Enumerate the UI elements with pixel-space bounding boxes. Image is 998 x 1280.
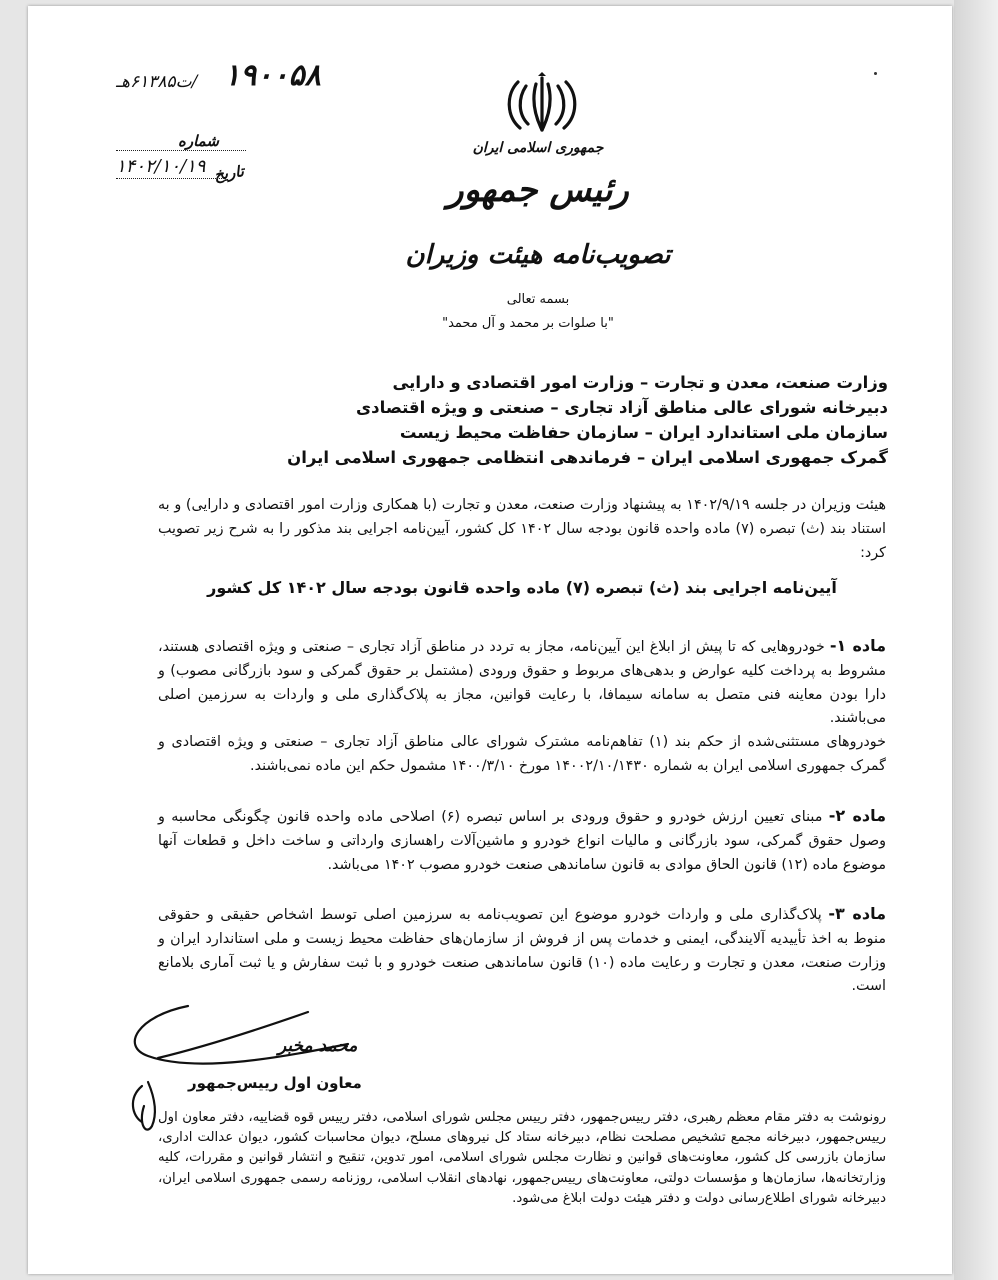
article-label: ماده ۲- [828,806,887,825]
salawat: "با صلوات بر محمد و آل محمد" [442,316,614,331]
decree-page [28,6,952,1274]
number-label: شماره [178,132,219,150]
country-name: جمهوری اسلامی ایران [472,140,604,156]
scan-dot [874,72,877,75]
recipient-line: دبیرخانه شورای عالی مناطق آزاد تجاری – صنعتی و ویژه اقتصادی [356,398,888,417]
copies-paragraph [158,1108,886,1209]
date-value: ۱۴۰۲/۱۰/۱۹ [116,156,206,177]
article-text: مبنای تعیین ارزش خودرو و حقوق ورودی بر اساس تبصره (۶) اصلاحی ماده واحده قانون چگونگی محاسبه و وصول حقوق گمرکی، سود بازرگانی و مالیات انواع خودرو و ماشین‌آلات راهسازی وارداتی و ساخت داخل و قطعات آنها موضوع ماده (۱۲) قانون الحاق موادی به قانون ساماندهی صنعت خودرو مصوب ۱۴۰۲ می‌باشد. [158,809,886,873]
recipient-line: گمرک جمهوری اسلامی ایران – فرماندهی انتظامی جمهوری اسلامی ایران [287,448,888,467]
regulation-title: آیین‌نامه اجرایی بند (ث) تبصره (۷) ماده واحده قانون بودجه سال ۱۴۰۲ کل کشور [207,578,837,597]
intro-paragraph: هیئت وزیران در جلسه ۱۴۰۲/۹/۱۹ به پیشنهاد وزارت صنعت، معدن و تجارت (با همکاری وزارت امور اقتصادی و دارایی) و به استناد بند (ث) تبصره (۷) ماده واحده قانون بودجه سال ۱۴۰۲ کل کشور، آیین‌نامه اجرایی بند مذکور را به شرح زیر تصویب کرد: [158,497,887,561]
date-label: تاریخ [212,162,245,184]
scan-edge [954,0,998,1280]
signer-name: محمد مخبر [278,1036,358,1056]
date-line [116,178,226,179]
copies-label: رونوشت [838,1110,886,1125]
registration-code: /ت۶۱۳۸۵هـ [116,72,198,92]
recipient-line: سازمان ملی استاندارد ایران – سازمان حفاظت محیط زیست [399,423,888,442]
basmala: بسمه تعالی [506,292,570,307]
article-text: خودروهایی که تا پیش از ابلاغ این آیین‌نامه، مجاز به تردد در مناطق آزاد تجاری – صنعتی و ویژه اقتصادی هستند، مشروط به پرداخت کلیه عوارض و بدهی‌های مربوط و حقوق ورودی (مشتمل بر حقوق گمرکی و سود بازرگانی مصوب) و دارا بودن معاینه فنی متصل به سامانه سیمافا، با رعایت قوانین، مجاز به پلاک‌گذاری ملی و واردات به سرزمین اصلی می‌باشند. [158,639,886,727]
registration-number: ۱۹۰۰۵۸ [224,58,321,93]
office-title: رئیس جمهور [447,170,629,210]
copies-text: به دفتر مقام معظم رهبری، دفتر رییس‌جمهور، دفتر رییس مجلس شورای اسلامی، دفتر رییس قوه قضاییه، دفتر معاون اول رییس‌جمهور، دبیرخانه مجمع تشخیص مصلحت نظام، دبیرخانه ستاد کل نیروهای مسلح، دیوان محاسبات کشور، دیوان عدالت اداری، سازمان بازرسی کل کشور، معاونت‌های قوانین و نظارت مجلس شورای اسلامی، امور تدوین، تنقیح و انتشار قوانین و مقررات، کلیه وزارتخانه‌ها، سازمان‌ها و مؤسسات دولتی، معاونت‌های رییس‌جمهور، نهادهای انقلاب اسلامی، روزنامه رسمی جمهوری اسلامی ایران، دبیرخانه شورای اطلاع‌رسانی دولت و دفتر هیئت دولت ابلاغ می‌شود. [158,1110,886,1206]
signer-title: معاون اول رییس‌جمهور [188,1074,362,1092]
article-label: ماده ۱- [829,636,887,655]
article-text: پلاک‌گذاری ملی و واردات خودرو موضوع این تصویب‌نامه به سرزمین اصلی توسط اشخاص حقیقی و حقوقی منوط به اخذ تأییدیه آلایندگی، ایمنی و خدمات پس از فروش از سازمان‌های حفاظت محیط زیست و ملی استاندارد ایران و وزارت صنعت، معدن و تجارت و رعایت ماده (۱۰) قانون ساماندهی صنعت خودرو و با ثبت سفارش و یا ثبت آماری بلامانع است. [158,907,886,995]
recipient-line: وزارت صنعت، معدن و تجارت – وزارت امور اقتصادی و دارایی [392,373,888,392]
recipients-list [218,370,888,470]
decree-title: تصویب‌نامه هیئت وزیران [405,240,671,270]
number-line [116,150,246,151]
article-1 [158,634,886,779]
iran-emblem-icon [496,72,588,136]
article-2 [158,804,886,877]
article-3 [158,902,886,999]
article-note: خودروهای مستثنی‌شده از حکم بند (۱) تفاهم‌نامه مشترک شورای عالی مناطق آزاد تجاری – صنعتی و ویژه اقتصادی و گمرک جمهوری اسلامی ایران به شماره ۱۴۰۰۲/۱۰/۱۴۳۰ مورخ ۱۴۰۰/۳/۱۰ مشمول حکم این ماده نمی‌باشند. [158,734,886,774]
article-label: ماده ۳- [828,904,887,923]
